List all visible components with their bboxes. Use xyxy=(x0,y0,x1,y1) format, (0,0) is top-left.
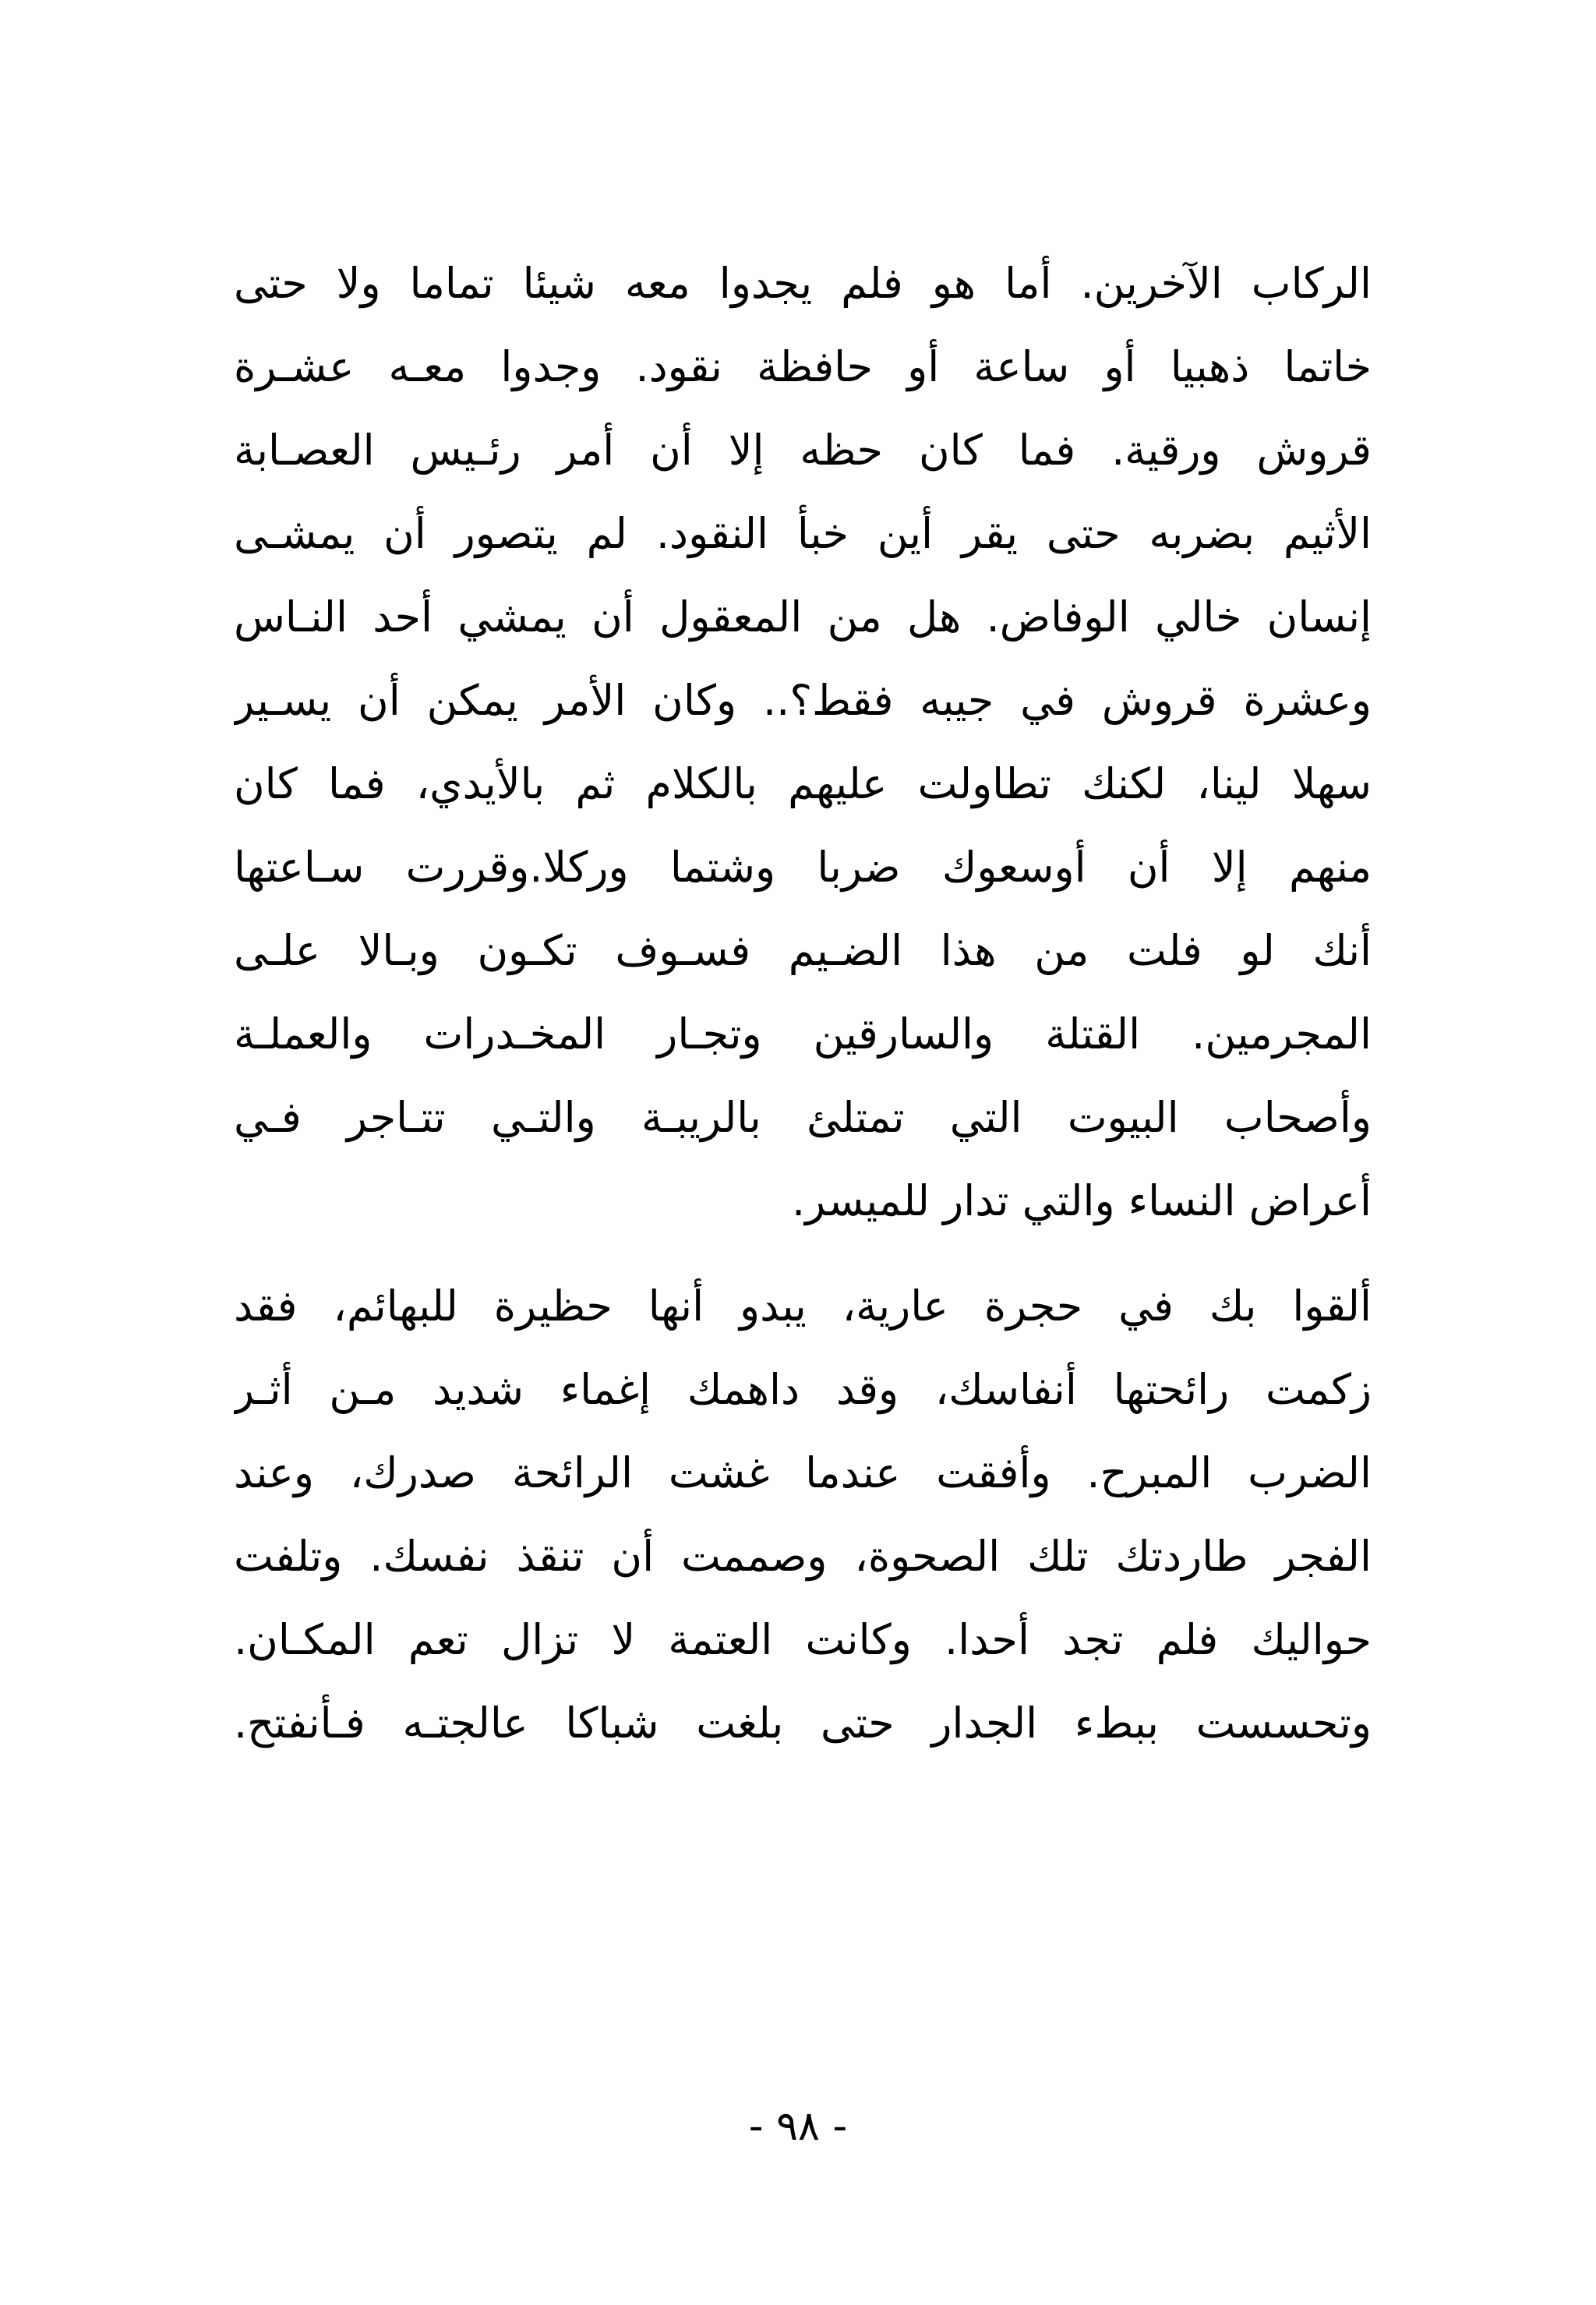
text-line: منهم إلا أن أوسعوك ضربا وشتما وركلا.وقررت سـاعتها xyxy=(234,843,1372,892)
text-line: وأصحاب البيوت التي تمتلئ بالريبـة والتـي تتـاجر فـي xyxy=(234,1093,1372,1142)
text-line: إنسان خالي الوفاض. هل من المعقول أن يمشي أحد النـاس xyxy=(234,592,1372,642)
text-line: الضرب المبرح. وأفقت عندما غشت الرائحة صدرك، وعند xyxy=(234,1448,1372,1497)
text-line: قروش ورقية. فما كان حظه إلا أن أمر رئـيس العصـابة xyxy=(234,426,1372,475)
text-line: الركاب الآخرين. أما هو فلم يجدوا معه شيئا تماما ولا حتى xyxy=(234,259,1372,308)
text-line: الفجر طاردتك تلك الصحوة، وصممت أن تنقذ نفسك. وتلفت xyxy=(234,1532,1372,1581)
paragraph-2 xyxy=(234,1264,1372,1765)
text-line: المجرمين. القتلة والسارقين وتجـار المخـدرات والعملـة xyxy=(234,1009,1372,1059)
text-line: أنك لو فلت من هذا الضـيم فسـوف تكـون وبـالا علـى xyxy=(234,926,1372,975)
text-line: وعشرة قروش في جيبه فقط؟.. وكان الأمر يمكن أن يسـير xyxy=(234,676,1372,725)
text-line: زكمت رائحتها أنفاسك، وقد داهمك إغماء شديد مـن أثـر xyxy=(234,1365,1372,1414)
text-line: أعراض النساء والتي تدار للميسر. xyxy=(791,1176,1372,1225)
paragraph-1 xyxy=(234,242,1372,1243)
text-line: ألقوا بك في حجرة عارية، يبدو أنها حظيرة للبهائم، فقد xyxy=(234,1282,1372,1331)
page-number: - ٩٨ - xyxy=(748,2103,848,2150)
text-line: خاتما ذهبيا أو ساعة أو حافظة نقود. وجدوا معـه عشـرة xyxy=(234,342,1372,391)
text-line: وتحسست ببطء الجدار حتى بلغت شباكا عالجتـه فـأنفتح. xyxy=(234,1699,1372,1748)
text-line: سهلا لينا، لكنك تطاولت عليهم بالكلام ثم بالأيدي، فما كان xyxy=(234,759,1372,808)
text-line: حواليك فلم تجد أحدا. وكانت العتمة لا تزال تعم المكـان. xyxy=(234,1615,1372,1664)
text-line: الأثيم بضربه حتى يقر أين خبأ النقود. لم يتصور أن يمشـى xyxy=(234,509,1372,558)
